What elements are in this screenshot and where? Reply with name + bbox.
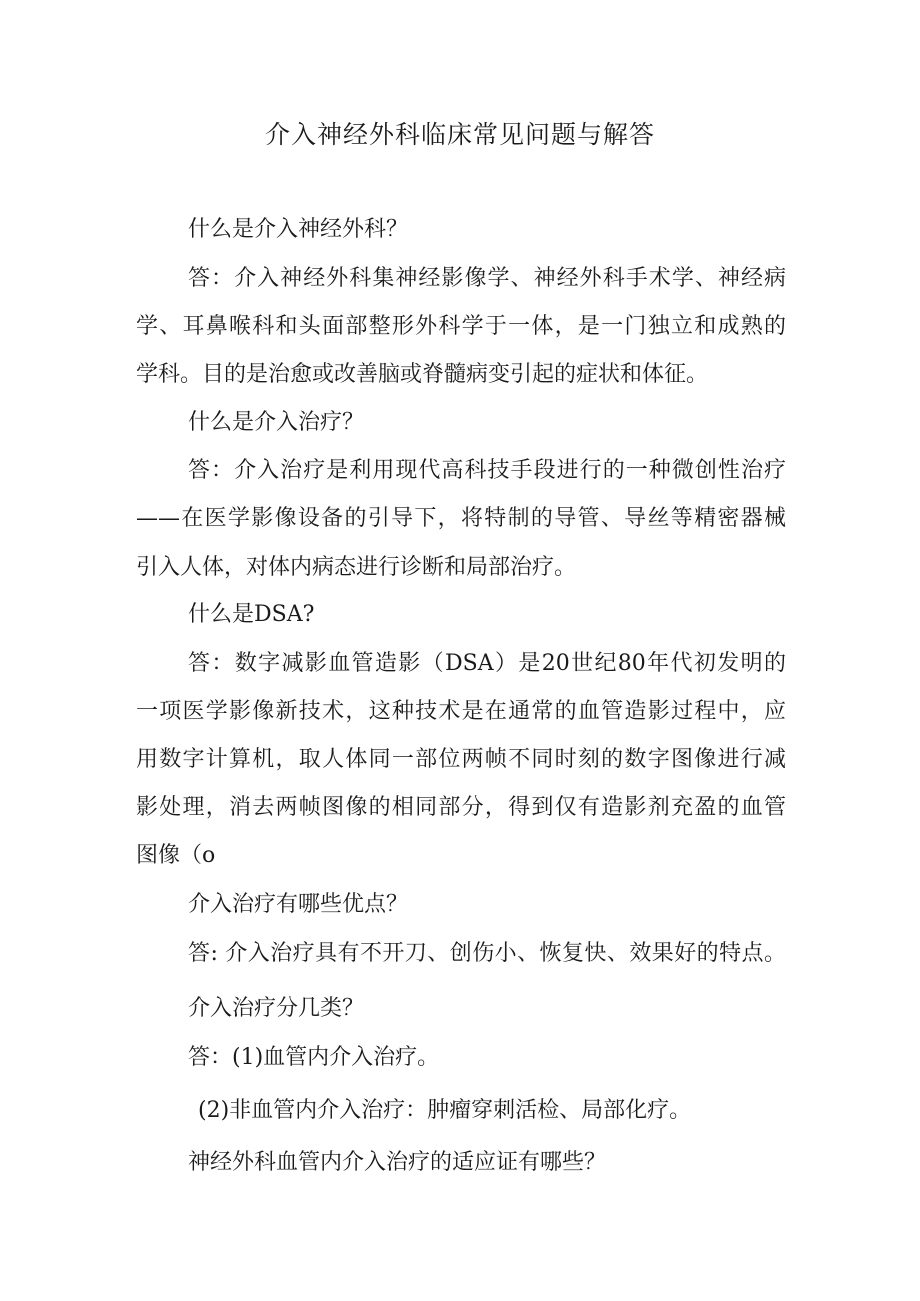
question-interventional-therapy: 什么是介入治疗？ [188,410,365,435]
question-dsa: 什么是DSA? [188,602,315,627]
answer-dsa-line5: 图像（o [136,843,216,868]
answer-dsa-line1: 答：数字减影血管造影（DSA）是20世纪80年代初发明的 [188,651,786,676]
answer-neurointervention-line2: 学、耳鼻喉科和头面部整形外科学于一体，是一门独立和成熟的 [136,314,786,339]
question-categories: 介入治疗分几类？ [188,996,365,1021]
answer-neurointervention-line1: 答：介入神经外科集神经影像学、神经外科手术学、神经病 [188,266,786,291]
answer-interventional-therapy-line3: 引入人体，对体内病态进行诊断和局部治疗。 [136,555,577,580]
document-title: 介入神经外科临床常见问题与解答 [264,120,655,149]
answer-interventional-therapy-line1: 答：介入治疗是利用现代高科技手段进行的一种微创性治疗 [188,458,786,483]
answer-interventional-therapy-line2: ——在医学影像设备的引导下，将特制的导管、导丝等精密器械 [136,506,786,531]
answer-advantages: 答: 介入治疗具有不开刀、创伤小、恢复快、效果好的特点。 [188,941,786,966]
question-neurointervention: 什么是介入神经外科？ [188,217,409,242]
answer-dsa-line3: 用数字计算机，取人体同一部位两帧不同时刻的数字图像进行减 [136,747,786,772]
question-advantages: 介入治疗有哪些优点？ [188,892,409,917]
answer-dsa-line2: 一项医学影像新技术，这种技术是在通常的血管造影过程中，应 [136,699,786,724]
answer-categories-line1: 答：(1)血管内介入治疗。 [188,1045,440,1070]
question-indications: 神经外科血管内介入治疗的适应证有哪些？ [188,1150,607,1175]
answer-categories-line2: (2)非血管内介入治疗：肿瘤穿刺活检、局部化疗。 [198,1098,692,1123]
answer-neurointervention-line3: 学科。目的是治愈或改善脑或脊髓病变引起的症状和体征。 [136,362,709,387]
answer-dsa-line4: 影处理，消去两帧图像的相同部分，得到仅有造影剂充盈的血管 [136,795,786,820]
